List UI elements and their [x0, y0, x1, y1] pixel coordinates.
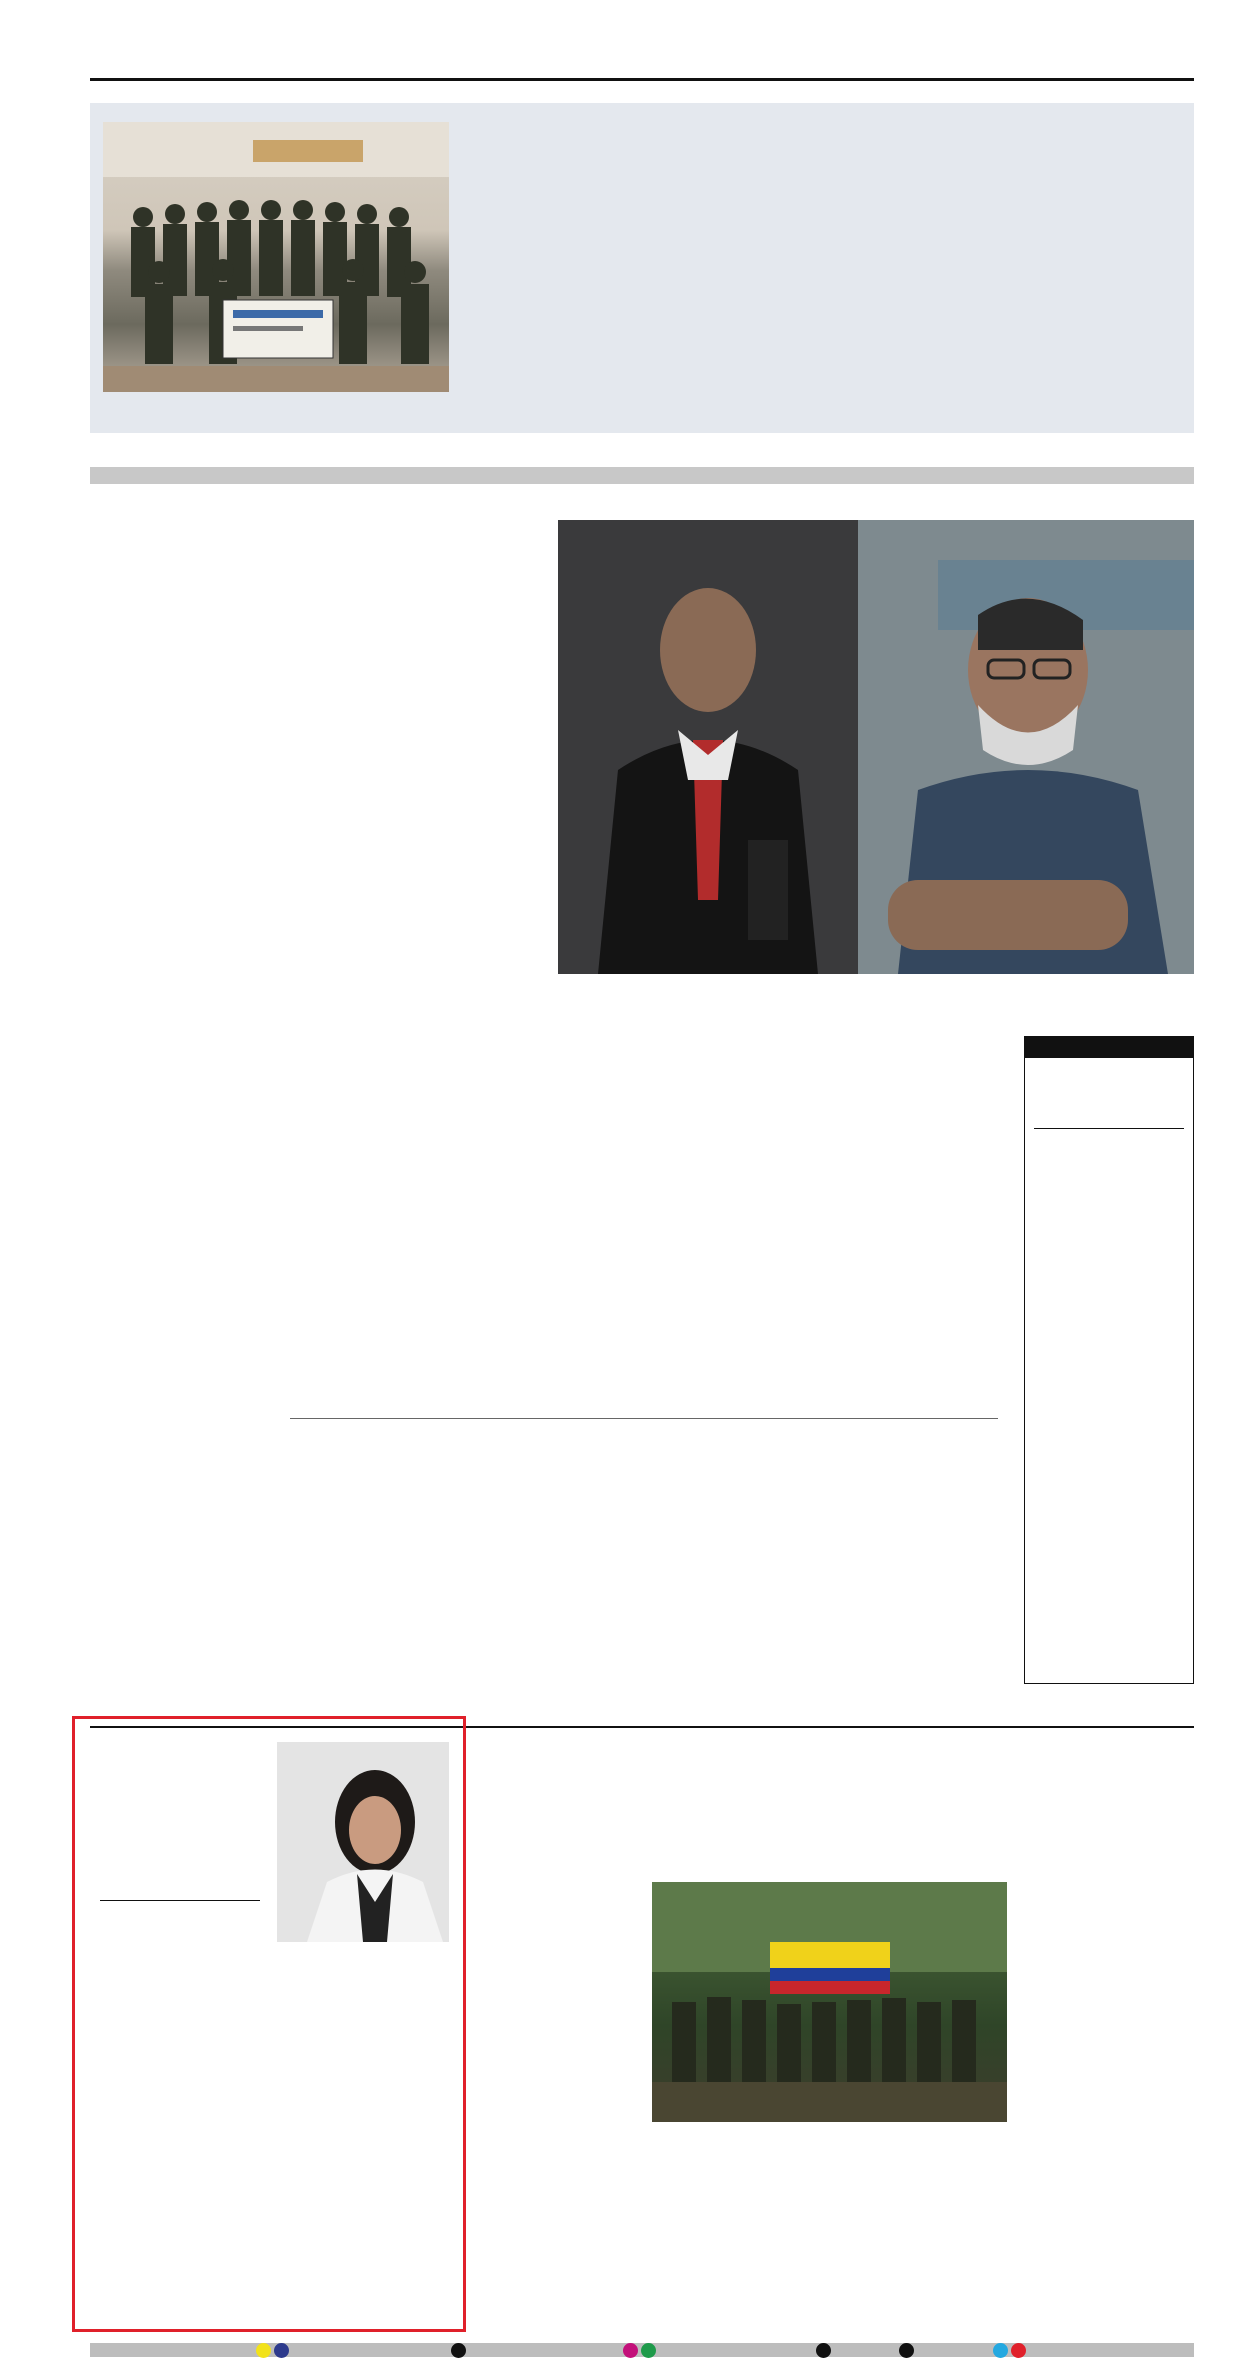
- registration-dot: [274, 2343, 289, 2358]
- registration-dot: [993, 2343, 1008, 2358]
- registration-dot: [899, 2343, 914, 2358]
- registration-dot: [1011, 2343, 1026, 2358]
- sidebar-label: [1024, 1036, 1194, 1058]
- alape-rule: [290, 1418, 998, 1419]
- masthead: [902, 54, 906, 71]
- registration-dot: [256, 2343, 271, 2358]
- mancuso-londono-photo: [558, 520, 1194, 974]
- registration-dot: [451, 2343, 466, 2358]
- disidentes-scene: [652, 1882, 1007, 2122]
- portrait-silhouettes: [558, 520, 1194, 974]
- vega-photo: [277, 1742, 449, 1942]
- vega-portrait: [277, 1742, 449, 1942]
- registration-dot: [623, 2343, 638, 2358]
- disidentes-photo: [652, 1882, 1007, 2122]
- vega-headline-rule: [100, 1900, 260, 1901]
- group-silhouettes: [103, 122, 449, 392]
- registration-dot: [816, 2343, 831, 2358]
- sidebar-rule: [1034, 1128, 1184, 1129]
- carabineras-col-1: [466, 176, 691, 178]
- registration-dot: [641, 2343, 656, 2358]
- separator-band: [90, 467, 1194, 484]
- carabineras-photo: [103, 122, 449, 392]
- sidebar-box: [1024, 1048, 1194, 1684]
- header-rule: [90, 78, 1194, 81]
- main-col-4: [650, 1038, 822, 1052]
